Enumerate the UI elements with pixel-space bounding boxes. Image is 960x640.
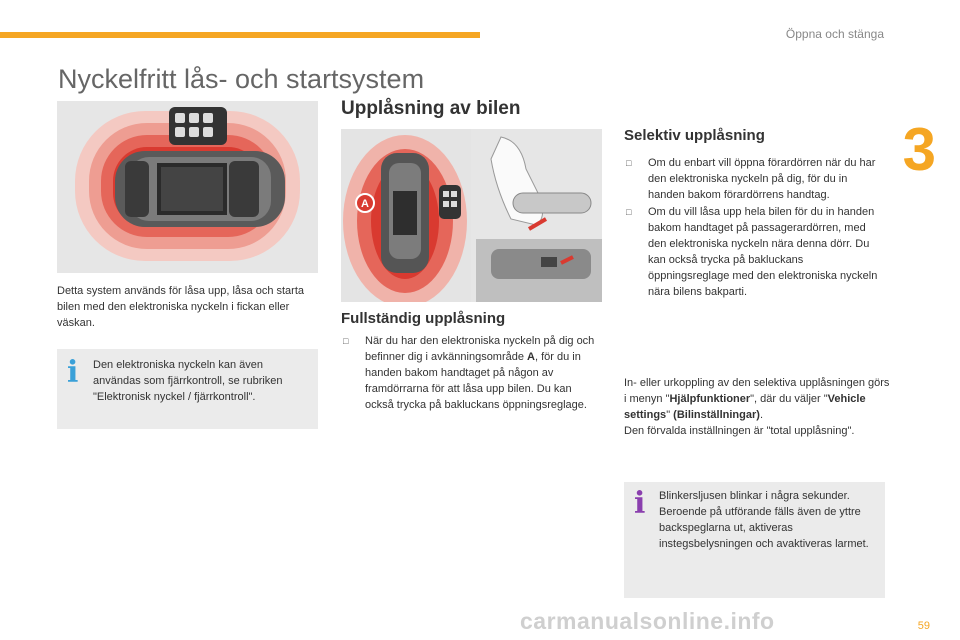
checkbox-bullet-icon: □: [626, 158, 632, 168]
info-icon: i: [67, 355, 79, 390]
checkbox-bullet-icon: □: [343, 336, 349, 346]
section-title: Öppna och stänga: [785, 27, 884, 41]
checkbox-bullet-icon: □: [626, 207, 632, 217]
page-title: Nyckelfritt lås- och startsystem: [58, 64, 425, 94]
info-box-indicators: [624, 482, 885, 598]
intro-paragraph: Detta system används för låsa upp, låsa och starta bilen med den elektroniska nyckeln i fickan eller väskan.: [57, 285, 305, 329]
page-number: 59: [917, 620, 930, 632]
full-unlocking-heading: Fullständig upplåsning: [341, 310, 506, 327]
list-item: □ Om du enbart vill öppna förardörren när du har den elektroniska nyckeln på dig, för du in handen bakom förardörrens handtag.: [626, 157, 876, 201]
list-item: □ När du har den elektroniska nyckeln på dig och befinner dig i avkänningsområde A, för du in handen bakom handtaget på någon av framdörrarna för att låsa upp bilen. Du kan också trycka på bakluckans öppningsreglage.: [343, 335, 595, 411]
info-box-text: Blinkersljusen blinkar i några sekunder. Beroende på utförande fälls även de yttre backspeglarna ut, aktiveras instegsbelysningen och avaktiveras larmet.: [659, 490, 869, 550]
default-setting-text: Den förvalda inställningen är "total upplåsning".: [624, 425, 855, 437]
header-accent-bar: [0, 32, 480, 38]
unlocking-heading: Upplåsning av bilen: [341, 98, 521, 119]
car-detection-zone-illustration: [57, 101, 318, 273]
info-icon: i: [634, 486, 646, 521]
selective-toggle-paragraph: In- eller urkoppling av den selektiva upplåsningen görs i menyn "Hjälpfunktioner", där du väljer "Vehicle settings" (Bilinställningar). Den förvalda inställningen är "total upplåsning".: [624, 377, 890, 437]
info-box-remote: [57, 349, 318, 429]
info-box-text: Den elektroniska nyckeln kan även användas som fjärrkontroll, se rubriken "Elektronisk nyckel / fjärrkontroll".: [93, 359, 283, 403]
unlocking-illustration: [341, 129, 602, 302]
full-unlocking-list: [341, 333, 603, 414]
selective-unlocking-heading: Selektiv upplåsning: [624, 127, 765, 144]
watermark: carmanualsonline.info: [520, 608, 775, 634]
chapter-number: 3: [902, 116, 936, 183]
zone-a-label: A: [361, 198, 369, 210]
list-item: □ Om du vill låsa upp hela bilen för du in handen bakom handtaget på passagerardörren, med den elektroniska nyckeln nära denna dörr. Du kan också trycka på bakluckans öppningsreglage med den elektroniska nyckeln nära bilens bakparti.: [626, 206, 878, 298]
selective-unlocking-list: [624, 155, 886, 301]
